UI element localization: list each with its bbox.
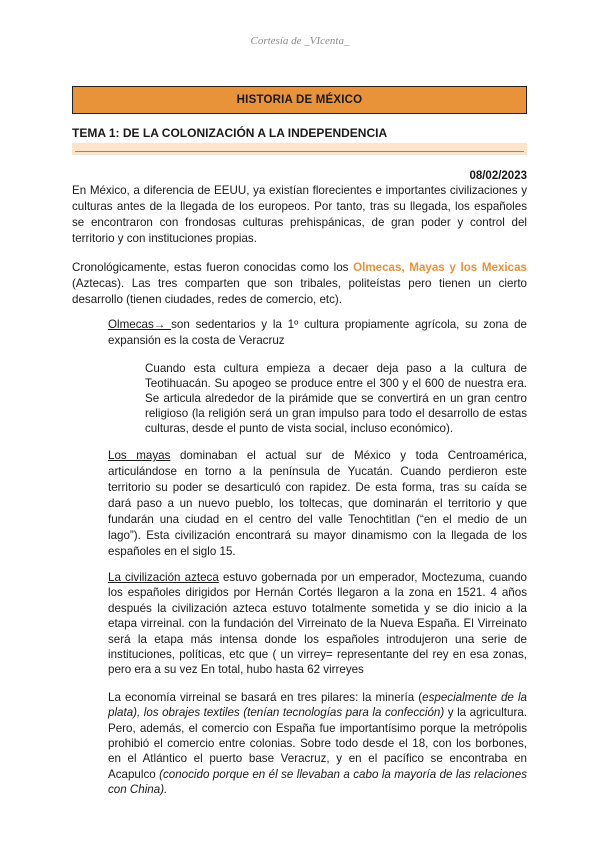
- mayas-paragraph: [108, 448, 527, 560]
- economy-text-2: y la agricultura. Pero, además, el comercio con España fue importantísimo porque la metrópolis prohibió el comercio entre colonias. Sobre todo desde el 18, con los borbones, en el Atlántico el puerto base Veracruz, y en el pacífico se encontraba en Acapulco: [108, 706, 527, 781]
- civilizations-highlight: Olmecas, Mayas y los Mexicas: [353, 261, 527, 274]
- economy-text: La economía virreinal se basará en tres pilares: la minería (: [108, 690, 423, 704]
- economy-italic-2: (conocido porque en él se llevaban a cabo la mayoría de las relaciones con China).: [108, 767, 527, 797]
- chronology-text: Cronológicamente, estas fueron conocidas como los: [72, 261, 354, 274]
- economy-italic: especialmente de la plata), los obrajes textiles (tenían tecnologías para la confección): [108, 690, 527, 720]
- olmecas-text: son sedentarios y la 1º cultura propiamente agrícola, su zona de expansión es la costa de Veracruz: [108, 318, 528, 347]
- courtesy-header: Cortesía de _VIcenta_: [250, 35, 350, 47]
- economy-paragraph: [108, 690, 527, 798]
- chronology-paragraph: [72, 260, 527, 308]
- chronology-text-rest: (Aztecas). Las tres comparten que son tribales, politeístas pero tienen un cierto desarrollo (tienen ciudades, redes de comercio, etc).: [72, 277, 527, 306]
- azteca-label: La civilización azteca: [108, 571, 219, 584]
- topic-divider: [72, 143, 527, 155]
- document-title: HISTORIA DE MÉXICO: [72, 86, 527, 114]
- intro-paragraph: En México, a diferencia de EEUU, ya existían florecientes e importantes civilizaciones y culturas antes de la llegada de los europeos. Por tanto, tras su llegada, los españoles se encontraron con frondosas culturas prehispánicas, de gran poder y control del territorio y con instituciones propias.: [72, 184, 527, 245]
- mayas-label: Los mayas: [108, 449, 171, 462]
- olmecas-label: Olmecas→: [108, 318, 172, 331]
- olmecas-paragraph: [108, 317, 527, 349]
- date: 08/02/2023: [469, 170, 527, 182]
- azteca-paragraph: [108, 570, 527, 678]
- mayas-text: dominaban el actual sur de México y toda Centroamérica, articulándose en torno a la península de Yucatán. Cuando perdieron este territorio su poder se desarticuló con rapidez. De esta forma, tras su caída se dará paso a un nuevo pueblo, los toltecas, que dominarán el territorio y que fundarán una ciudad en el centro del valle Tenochtitlan (“en el medio de un lago”). Esta civilización encontrará su mayor dinamismo con la llegada de los españoles en el siglo 15.: [108, 449, 527, 558]
- azteca-text: estuvo gobernada por un emperador, Moctezuma, cuando los españoles dirigidos por Hernán Cortés llegaron a la zona en 1521. 4 años después la civilización azteca estuvo totalmente sometida y se dio inicio a la etapa virreinal. con la fundación del Virreinato de la Nueva España. El Virreinato será la etapa más intensa donde los españoles introdujeron una serie de instituciones, políticas, etc que ( un virrey= representante del rey en esa zonas, pero era a su vez En total, hubo hasta 62 virreyes: [108, 571, 527, 677]
- topic-heading: TEMA 1: DE LA COLONIZACIÓN A LA INDEPENDENCIA: [72, 126, 388, 140]
- teotihuacan-paragraph: Cuando esta cultura empieza a decaer deja paso a la cultura de Teotihuacán. Su apogeo se produce entre el 300 y el 600 de nuestra era. Se articula alrededor de la pirámide que se convertirá en un gran centro religioso (la religión será un gran impulso para todo el desarrollo de estas culturas, desde el punto de vista social, incluso económico).: [145, 362, 527, 435]
